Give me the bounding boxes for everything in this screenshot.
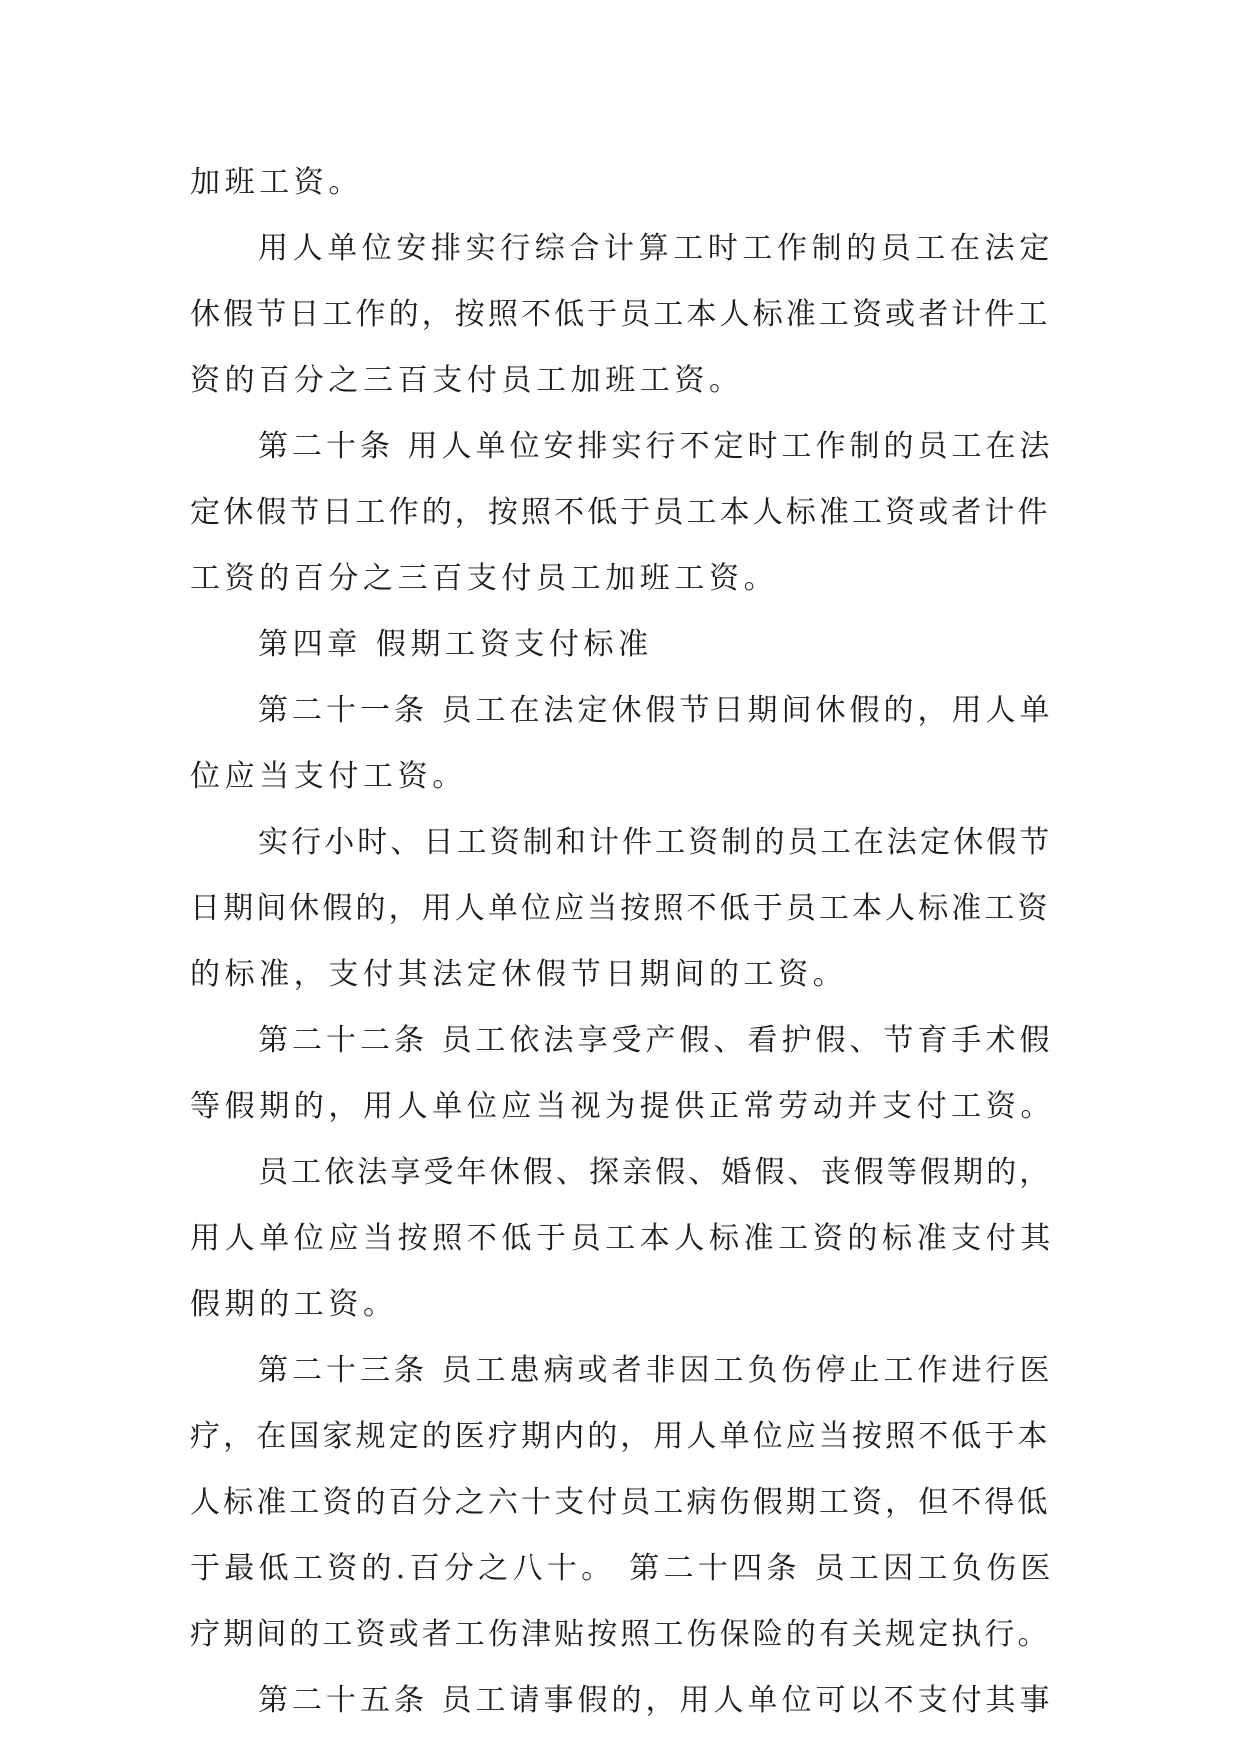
paragraph-first-line: 用人单位安排实行综合计算工时工作制的员工在法定 [258,231,1054,266]
text-line: 疗，在国家规定的医疗期内的，用人单位应当按照不低于本 [190,1419,1051,1454]
text-line: 人标准工资的百分之六十支付员工病伤假期工资，但不得低 [190,1485,1051,1520]
text-line: 的标准，支付其法定休假节日期间的工资。 [190,957,848,992]
text-line: 定休假节日工作的，按照不低于员工本人标准工资或者计件 [190,495,1051,530]
article-21-first-line: 第二十一条 员工在法定休假节日期间休假的，用人单 [258,693,1054,728]
document-body [190,150,1056,1734]
text-line: 位应当支付工资。 [190,759,467,794]
paragraph-first-line: 实行小时、日工资制和计件工资制的员工在法定休假节 [258,825,1053,860]
text-line: 休假节日工作的，按照不低于员工本人标准工资或者计件工 [190,297,1051,332]
article-23-first-line: 第二十三条 员工患病或者非因工负伤停止工作进行医 [258,1353,1054,1388]
text-line: 等假期的，用人单位应当视为提供正常劳动并支付工资。 [190,1089,1055,1124]
text-line: 工资的百分之三百支付员工加班工资。 [190,561,779,596]
text-line: 资的百分之三百支付员工加班工资。 [190,363,744,398]
text-line: 加班工资。 [190,165,363,200]
text-line: 于最低工资的.百分之八十。 第二十四条 员工因工负伤医 [190,1551,1055,1586]
text-line: 假期的工资。 [190,1287,398,1322]
article-20-first-line: 第二十条 用人单位安排实行不定时工作制的员工在法 [258,429,1054,464]
paragraph-first-line: 员工依法享受年休假、探亲假、婚假、丧假等假期的， [258,1155,1053,1190]
article-25-first-line: 第二十五条 员工请事假的，用人单位可以不支付其事 [258,1683,1054,1718]
text-line: 疗期间的工资或者工伤津贴按照工伤保险的有关规定执行。 [190,1617,1051,1652]
text-line: 用人单位应当按照不低于员工本人标准工资的标准支付其 [190,1221,1055,1256]
text-line: 日期间休假的，用人单位应当按照不低于员工本人标准工资 [190,891,1051,926]
chapter-4-heading: 第四章 假期工资支付标准 [258,627,653,662]
article-22-first-line: 第二十二条 员工依法享受产假、看护假、节育手术假 [258,1023,1054,1058]
